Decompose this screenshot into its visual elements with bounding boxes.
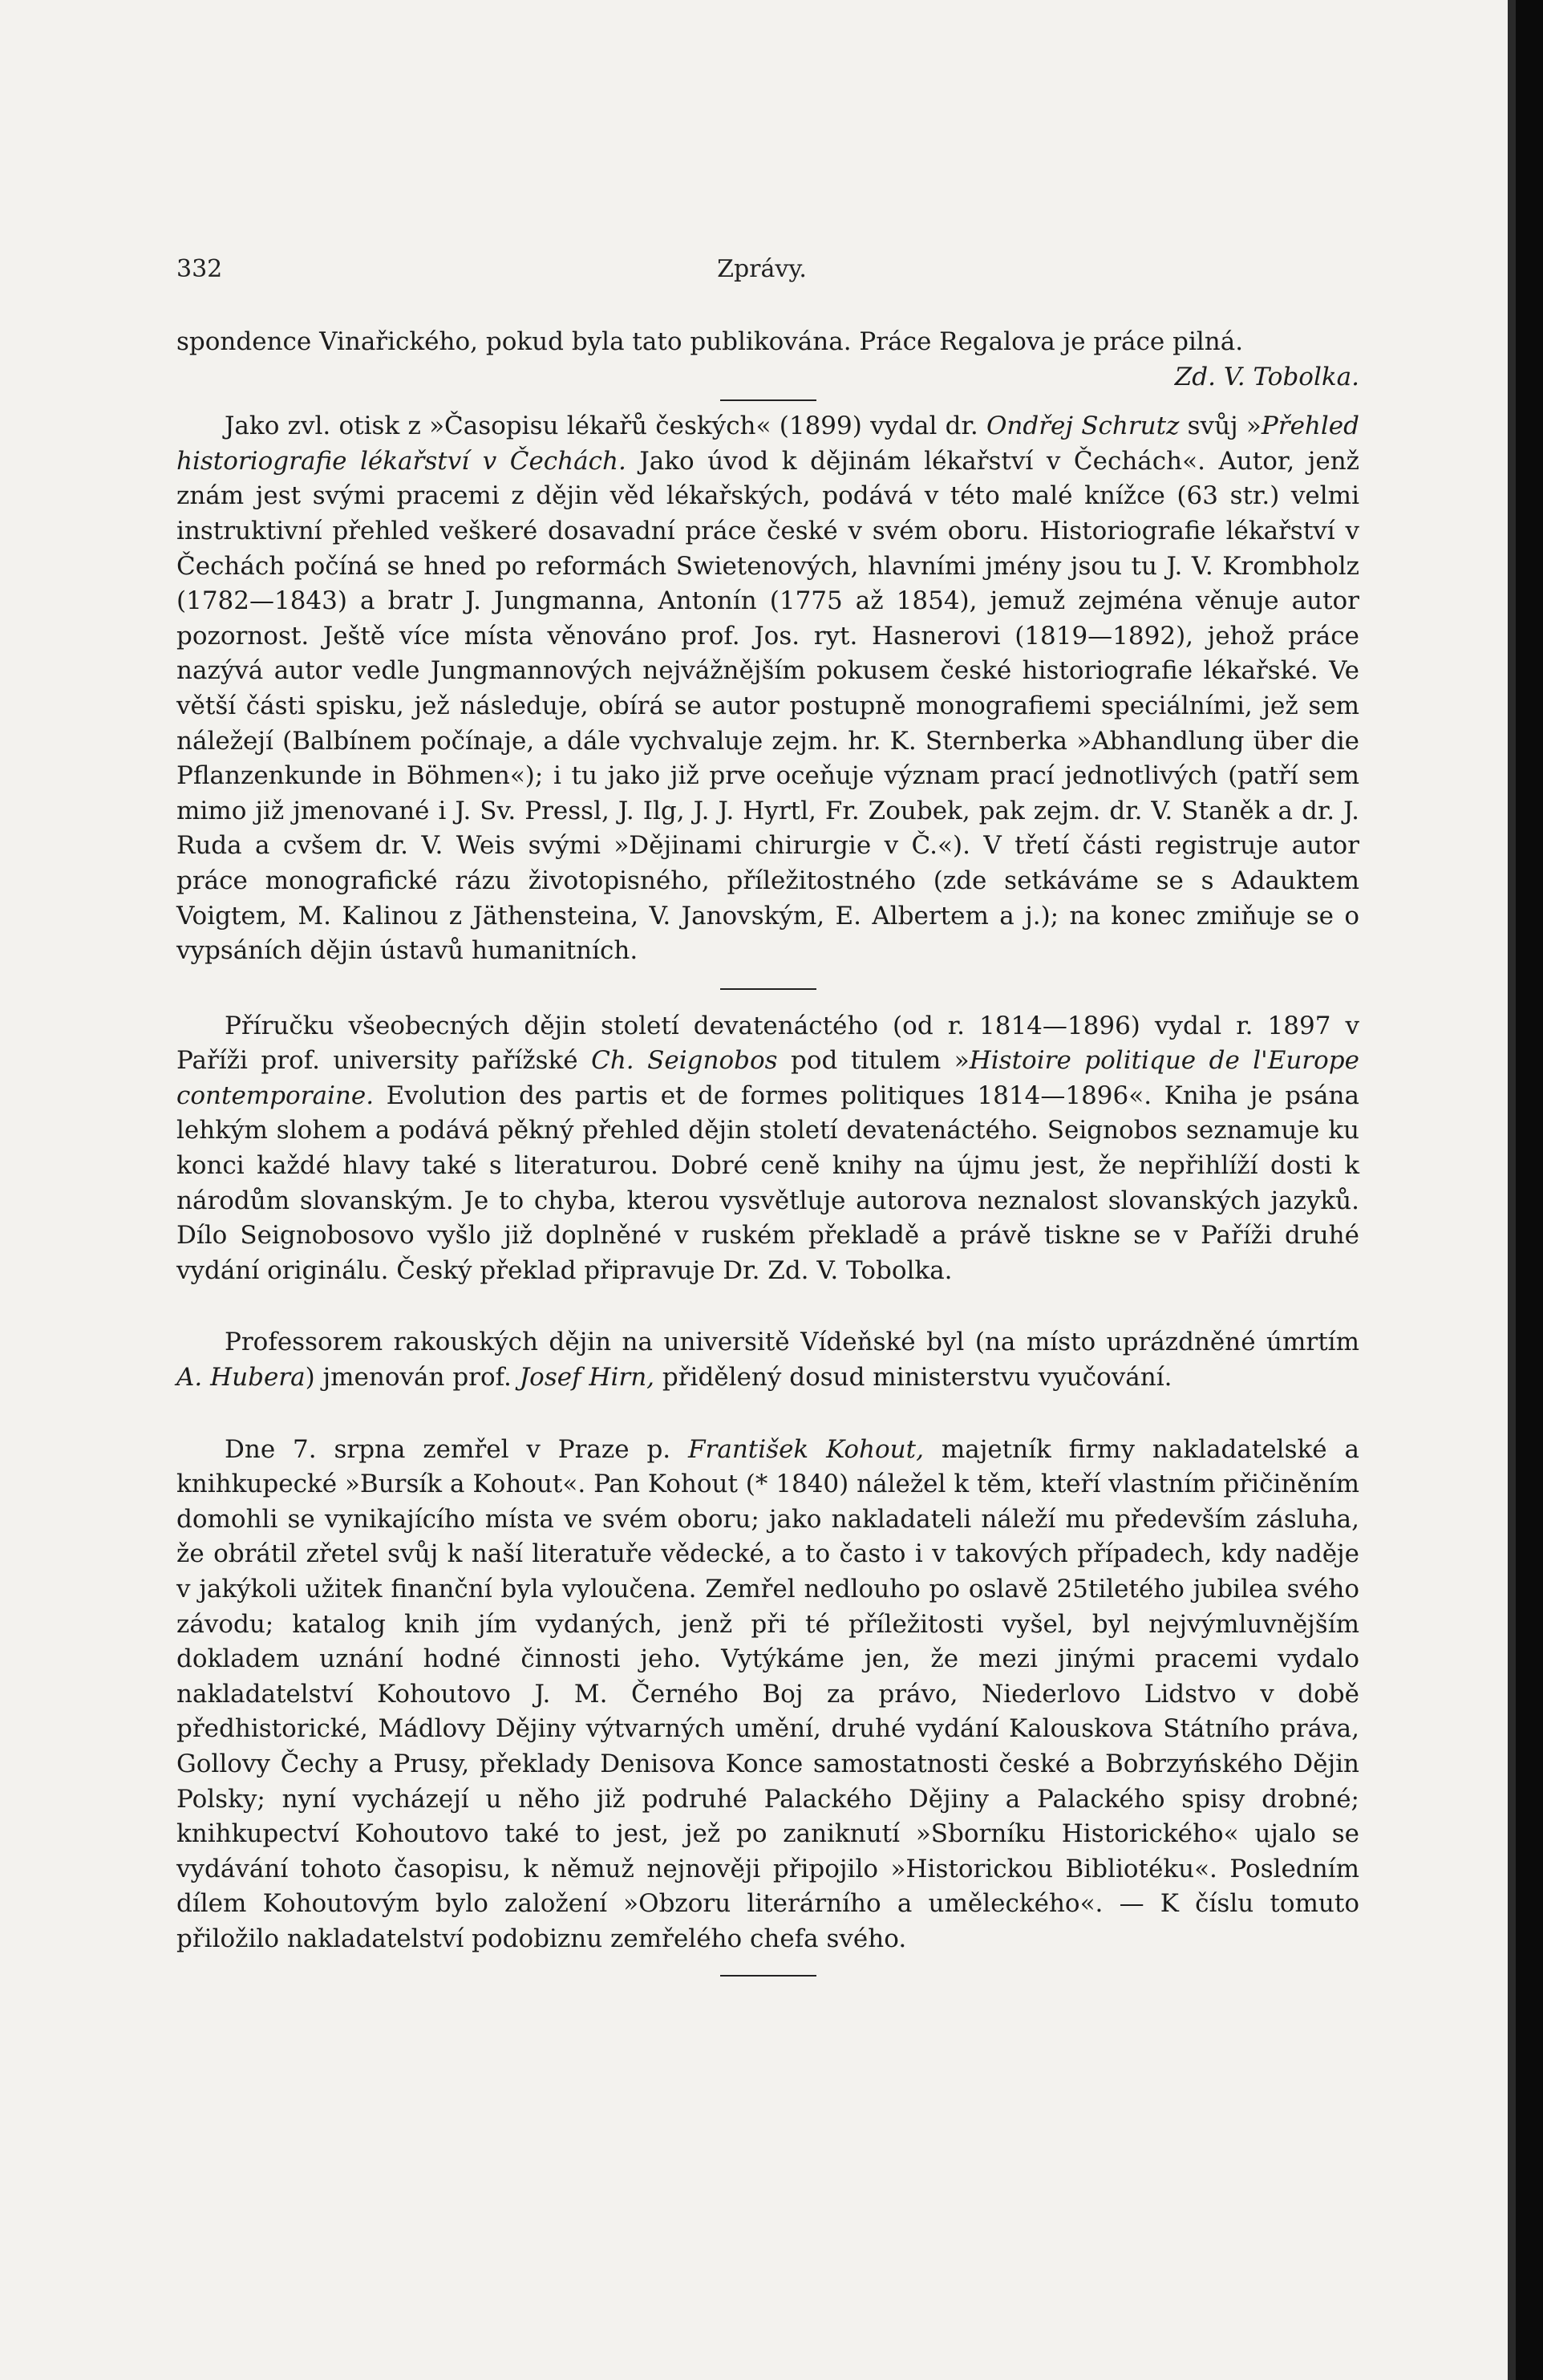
text-run: přidělený dosud ministerstvu vyučování. bbox=[654, 1363, 1172, 1393]
text-run: Professorem rakouských dějin na universitě Vídeňské byl (na místo uprázdněné úmrtím bbox=[225, 1328, 1359, 1357]
paragraph-text: spondence Vinařického, pokud byla tato publikována. Práce Regalova je práce pilná. bbox=[176, 327, 1244, 356]
signature: Zd. V. Tobolka. bbox=[1174, 362, 1359, 391]
paragraph-schrutz-review bbox=[176, 409, 1359, 969]
text-run: svůj » bbox=[1179, 412, 1262, 441]
author-name: Ondřej Schrutz bbox=[986, 412, 1180, 441]
text-run: Jako zvl. otisk z »Časopisu lékařů českých« (1899) vydal dr. bbox=[225, 412, 986, 441]
text-run: Příručku všeobecných dějin století devatenáctého (od r. 1814—1896) vydal r. 1897 v Paříži prof. university pařížské bbox=[176, 1011, 1359, 1076]
person-name: Josef Hirn, bbox=[519, 1363, 655, 1393]
person-name: František Kohout, bbox=[688, 1434, 924, 1464]
text-run: Jako úvod k dějinám lékařství v Čechách«. Autor, jenž znám jest svými pracemi z dějin věd lékařských, podává v této malé knížce (63 str.) velmi instruktivní přehled veškeré dosavadní práce české v svém oboru. Historiografie lékařství v Čechách počíná se hned po reformách Swietenových, hlavními jmény jsou tu J. V. Krombholz (1782—1843) a bratr J. Jungmanna, Antonín (1775 až 1854), jemuž zejména věnuje autor pozornost. Ještě více místa věnováno prof. Jos. ryt. Hasnerovi (1819—1892), jehož práce nazývá autor vedle Jungmannových nejvážnějším pokusem české historiografie lékařské. Ve větší části spisku, jež následuje, obírá se autor postupně monografiemi speciálními, jež sem náležejí (Balbínem počínaje, a dále vychvaluje zejm. hr. K. Sternberka »Abhandlung über die Pflanzenkunde in Böhmen«); i tu jako již prve oceňuje význam prací jednotlivých (patří sem mimo již jmenované i J. Sv. Pressl, J. Ilg, J. J. Hyrtl, Fr. Zoubek, pak zejm. dr. V. Staněk a dr. J. Ruda a cvšem dr. V. Weis svými »Dějinami chirurgie v Č.«). V třetí části registruje autor práce monografické rázu životopisného, příležitostného (zde setkáváme se s Adauktem Voigtem, M. Kalinou z Jäthensteina, V. Janovským, E. Albertem a j.); na konec zmiňuje se o vypsáních dějin ústavů humanitních. bbox=[176, 446, 1359, 966]
paragraph-regal-review bbox=[176, 325, 1359, 395]
book-title: Přehled historiografie lékařství v Čechách. bbox=[176, 412, 1359, 476]
article-body bbox=[176, 325, 1359, 1996]
section-divider bbox=[720, 399, 816, 401]
paragraph-kohout-obituary bbox=[176, 1433, 1359, 1957]
text-run: pod titulem » bbox=[777, 1046, 970, 1076]
scan-edge bbox=[1516, 0, 1543, 2380]
section-divider bbox=[720, 988, 816, 990]
paragraph-gap bbox=[176, 1396, 1359, 1433]
paragraph-gap bbox=[176, 1288, 1359, 1325]
person-name: A. Hubera bbox=[176, 1363, 306, 1393]
text-run: majetník firmy nakladatelské a knihkupecké »Bursík a Kohout«. Pan Kohout (* 1840) náležel k těm, kteří vlastním přičiněním domohli se vynikajícího místa ve svém oboru; jako nakladateli náleží mu především zásluha, že obrátil zřetel svůj k naší literatuře vědecké, a to často i v takových případech, kdy naděje v jakýkoli užitek finanční byla vyloučena. Zemřel nedlouho po oslavě 25tiletého jubilea svého závodu; katalog knih jím vydaných, jenž při té příležitosti vyšel, byl nejvýmluvnějším dokladem uznání hodné činnosti jeho. Vytýkáme jen, že mezi jinými pracemi vydalo nakladatelství Kohoutovo J. M. Černého Boj za právo, Niederlovo Lidstvo v době předhistorické, Mádlovy Dějiny výtvarných umění, druhé vydání Kalouskova Státního práva, Gollovy Čechy a Prusy, překlady Denisova Konce samostatnosti české a Bobrzyńského Dějin Polsky; nyní vycházejí u něho již podruhé Palackého Dějiny a Palackého spisy drobné; knihkupectví Kohoutovo také to jest, jež po zaniknutí »Sborníku Historického« ujalo se vydávání tohoto časopisu, k němuž nejnověji připojilo »Historickou Bibliotéku«. Posledním dílem Kohoutovým bylo založení »Obzoru literárního a uměleckého«. — K číslu tomuto přiložilo nakladatelství podobiznu zemřelého chefa svého. bbox=[176, 1434, 1359, 1953]
text-run: ) jmenován prof. bbox=[305, 1363, 520, 1393]
paragraph-hirn-appointment bbox=[176, 1325, 1359, 1395]
text-run: Evolution des partis et de formes politiques 1814—1896«. Kniha je psána lehkým slohem a podává pěkný přehled dějin století devatenáctého. Seignobos seznamuje ku konci každé hlavy také s literaturou. Dobré ceně knihy na újmu jest, že nepřihlíží dosti k národům slovanským. Je to chyba, kterou vysvětluje autorova neznalost slovanských jazyků. Dílo Seignobosovo vyšlo již doplněné v ruském překladě a právě tiskne se v Paříži druhé vydání originálu. Český překlad připravuje Dr. Zd. V. Tobolka. bbox=[176, 1081, 1359, 1285]
book-title: Histoire politique de l'Europe contemporaine. bbox=[176, 1046, 1359, 1110]
section-divider bbox=[720, 1975, 816, 1977]
author-name: Ch. Seignobos bbox=[591, 1046, 778, 1076]
paragraph-seignobos-review bbox=[176, 1009, 1359, 1289]
page-header bbox=[176, 255, 1347, 290]
text-run: Dne 7. srpna zemřel v Praze p. bbox=[225, 1434, 689, 1464]
page-number: 332 bbox=[176, 255, 223, 283]
running-head: Zprávy. bbox=[717, 255, 807, 283]
